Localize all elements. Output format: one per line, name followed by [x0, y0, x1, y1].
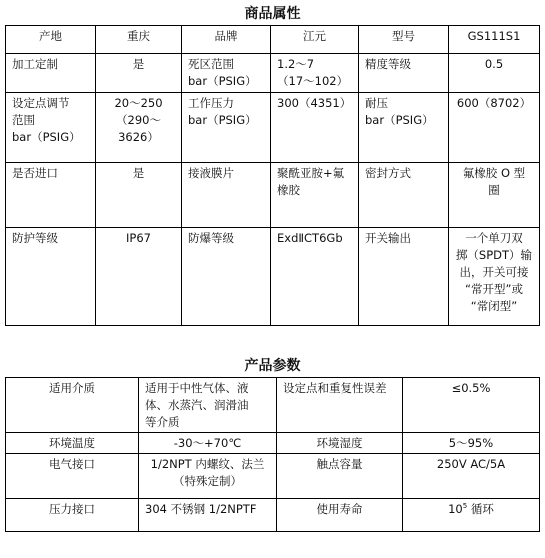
attr-value-cell: 是: [96, 163, 182, 228]
attr-label-cell: 品牌: [182, 26, 271, 54]
attr-value-cell: 重庆: [96, 26, 182, 54]
life-exponent: 5: [462, 502, 468, 511]
attr-value-cell: 氟橡胶 O 型 圈: [449, 163, 540, 228]
param-label-cell: 电气接口: [6, 454, 139, 499]
attr-label-cell: 密封方式: [359, 163, 449, 228]
param-value-cell: 250V AC/5A: [403, 454, 540, 499]
attr-label-cell: 工作压力 bar（PSIG）: [182, 93, 271, 163]
attr-label-cell: 死区范围 bar（PSIG）: [182, 54, 271, 93]
attr-value-cell: 600（8702）: [449, 93, 540, 163]
param-label-cell: 压力接口: [6, 499, 139, 532]
attr-value-cell: 20～250 （290～ 3626）: [96, 93, 182, 163]
attr-label-cell: 精度等级: [359, 54, 449, 93]
attr-label-cell: 防爆等级: [182, 228, 271, 326]
attr-label-cell: 防护等级: [6, 228, 96, 326]
param-label-cell: 环境温度: [6, 433, 139, 454]
param-value-cell: ≤0.5%: [403, 378, 540, 433]
attr-label-cell: 耐压 bar（PSIG）: [359, 93, 449, 163]
parameters-row: [6, 433, 540, 454]
attr-label-cell: 接液膜片: [182, 163, 271, 228]
attr-value-cell: 一个单刀双 掷（SPDT）输 出，开关可接 “常开型”或 “常闭型”: [449, 228, 540, 326]
attr-label-cell: 型号: [359, 26, 449, 54]
attributes-row: [6, 26, 540, 54]
param-value-cell: $10^5$ 循环: [403, 499, 540, 532]
attr-label-cell: 产地: [6, 26, 96, 54]
param-value-cell: 适用于中性气体、液 体、水蒸汽、润滑油 等介质: [139, 378, 277, 433]
product-parameters-table: [5, 377, 540, 532]
product-attributes-title: 商品属性: [244, 6, 301, 22]
attr-value-cell: 是: [96, 54, 182, 93]
attributes-row: [6, 93, 540, 163]
attr-value-cell: ExdⅡCT6Gb: [271, 228, 359, 326]
attributes-row: [6, 163, 540, 228]
param-value-cell: 1/2NPT 内螺纹、法兰 （特殊定制）: [139, 454, 277, 499]
param-label-cell: 适用介质: [6, 378, 139, 433]
param-label-cell: 设定点和重复性误差: [277, 378, 403, 433]
attributes-row: [6, 54, 540, 93]
attr-value-cell: 江元: [271, 26, 359, 54]
product-attributes-table: [5, 25, 540, 326]
param-value-cell: 5～95%: [403, 433, 540, 454]
attr-value-cell: GS111S1: [449, 26, 540, 54]
attr-value-cell: IP67: [96, 228, 182, 326]
parameters-row: [6, 378, 540, 433]
attr-value-cell: 300（4351）: [271, 93, 359, 163]
param-value-cell: -30～+70℃: [139, 433, 277, 454]
param-label-cell: 环境湿度: [277, 433, 403, 454]
attr-label-cell: 设定点调节 范围 bar（PSIG）: [6, 93, 96, 163]
attr-label-cell: 开关输出: [359, 228, 449, 326]
attr-value-cell: 0.5: [449, 54, 540, 93]
attr-label-cell: 是否进口: [6, 163, 96, 228]
param-value-cell: 304 不锈钢 1/2NPTF: [139, 499, 277, 532]
parameters-row: [6, 454, 540, 499]
param-label-cell: 触点容量: [277, 454, 403, 499]
product-parameters-title: 产品参数: [244, 358, 301, 374]
attributes-row: [6, 228, 540, 326]
parameters-row: [6, 499, 540, 532]
param-label-cell: 使用寿命: [277, 499, 403, 532]
attr-label-cell: 加工定制: [6, 54, 96, 93]
attr-value-cell: 聚酰亚胺+氟 橡胶: [271, 163, 359, 228]
attr-value-cell: 1.2～7 （17～102）: [271, 54, 359, 93]
